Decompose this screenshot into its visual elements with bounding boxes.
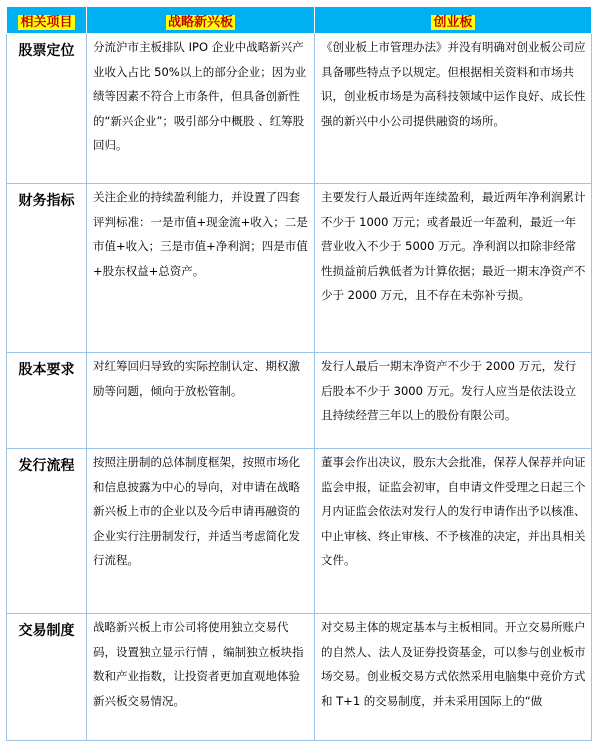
- row-category: 股本要求: [7, 353, 87, 449]
- table-row: [7, 353, 592, 449]
- strategic-board-cell: 战略新兴板上市公司将使用独立交易代码，设置独立显示行情 ，编制独立板块指数和产业指数，让投资者更加直观地体验新兴板交易情况。: [87, 614, 315, 741]
- strategic-board-cell: 关注企业的持续盈利能力，并设置了四套评判标准：一是市值+现金流+收入；二是市值+收入；三是市值+净利润；四是市值+股东权益+总资产。: [87, 184, 315, 353]
- row-category: 发行流程: [7, 449, 87, 614]
- row-category: 股票定位: [7, 34, 87, 184]
- header-strategic-board-label: 战略新兴板: [167, 14, 233, 30]
- row-category: 交易制度: [7, 614, 87, 741]
- header-chinext-label: 创业板: [433, 14, 473, 30]
- strategic-board-cell: 对红筹回归导致的实际控制认定、期权激励等问题，倾向于放松管制。: [87, 353, 315, 449]
- header-related-items-label: 相关项目: [20, 14, 73, 30]
- header-strategic-board: [87, 7, 315, 34]
- chinext-cell: 对交易主体的规定基本与主板相同。开立交易所账户的自然人、法人及证券投资基金，可以参与创业板市场交易。创业板交易方式依然采用电脑集中竞价方式和 T+1 的交易制度，并未采用国际上的“做: [315, 614, 592, 741]
- chinext-cell: 主要发行人最近两年连续盈利，最近两年净利润累计不少于 1000 万元；或者最近一年盈利，最近一年营业收入不少于 5000 万元。净利润以扣除非经常性损益前后孰低者为计算依据；最近一期末净资产不少于 2000 万元，且不存在未弥补亏损。: [315, 184, 592, 353]
- chinext-cell: 董事会作出决议，股东大会批准，保荐人保荐并向证监会申报，证监会初审，自申请文件受理之日起三个月内证监会依法对发行人的发行申请作出予以核准、中止审核、终止审核、不予核准的决定，并出具相关文件。: [315, 449, 592, 614]
- row-category: 财务指标: [7, 184, 87, 353]
- table-row: [7, 449, 592, 614]
- header-related-items: [7, 7, 87, 34]
- header-row: [7, 7, 592, 34]
- table-row: [7, 614, 592, 741]
- chinext-cell: 《创业板上市管理办法》并没有明确对创业板公司应具备哪些特点予以规定。但根据相关资料和市场共识，创业板市场是为高科技领域中运作良好、成长性强的新兴中小公司提供融资的场所。: [315, 34, 592, 184]
- table-row: [7, 184, 592, 353]
- table-row: [7, 34, 592, 184]
- strategic-board-cell: 按照注册制的总体制度框架，按照市场化和信息披露为中心的导向，对申请在战略新兴板上市的企业以及今后申请再融资的企业实行注册制发行，并适当考虑简化发行流程。: [87, 449, 315, 614]
- comparison-table: [6, 6, 592, 741]
- strategic-board-cell: 分流沪市主板排队 IPO 企业中战略新兴产业收入占比 50%以上的部分企业；因为业绩等因素不符合上市条件，但具备创新性的“新兴企业”；吸引部分中概股 、红筹股回归。: [87, 34, 315, 184]
- header-chinext: [315, 7, 592, 34]
- chinext-cell: 发行人最后一期末净资产不少于 2000 万元，发行后股本不少于 3000 万元。发行人应当是依法设立且持续经营三年以上的股份有限公司。: [315, 353, 592, 449]
